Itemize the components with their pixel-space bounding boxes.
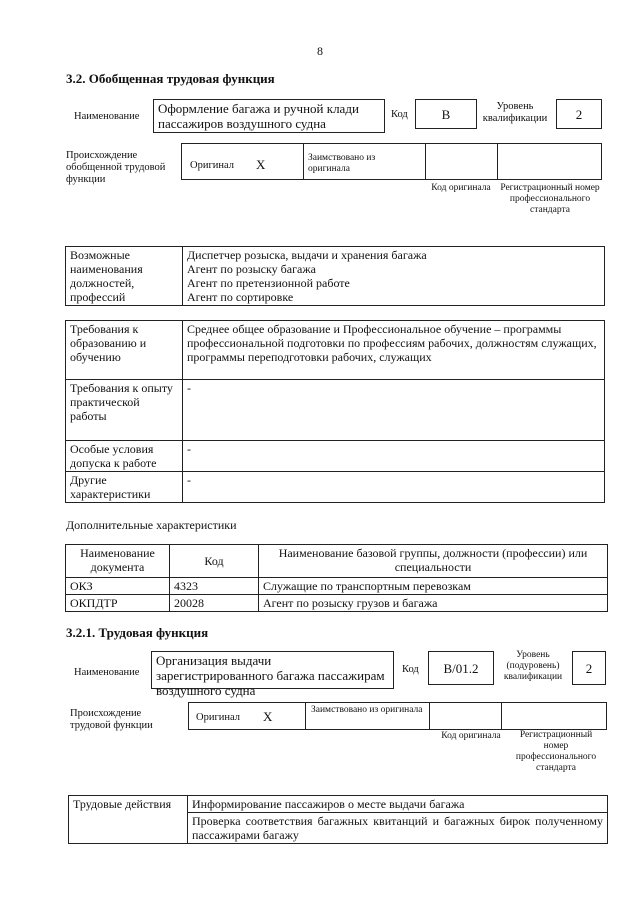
level-value: 2 — [585, 660, 593, 676]
original-mark: X — [263, 709, 273, 724]
table-row — [69, 796, 608, 813]
code-value: В/01.2 — [443, 660, 479, 676]
additional-title: Дополнительные характеристики — [66, 518, 237, 532]
requirements-table — [65, 320, 605, 503]
original-mark: X — [256, 157, 266, 172]
table-cell: Служащие по транспортным перевозкам — [259, 578, 608, 595]
column-header: Код — [170, 545, 259, 578]
origin-label: Происхождение обобщенной трудовой функции — [66, 150, 166, 185]
table-row — [66, 595, 608, 612]
divider — [501, 703, 502, 729]
function-name: Организация выдачи зарегистрированного багажа пассажирам воздушного судна — [156, 653, 385, 698]
labor-actions-label: Трудовые действия — [69, 796, 188, 844]
divider — [303, 144, 304, 179]
requirement-value: Среднее общее образование и Профессиональное обучение – программы профессиональной подготовки по профессиям рабочих, должностям служащих, программы переподготовки рабочих, служащих — [183, 321, 605, 380]
origin-table — [181, 143, 602, 180]
requirement-label: Другие характеристики — [66, 472, 183, 503]
code-box — [415, 99, 477, 129]
level-box — [572, 651, 606, 685]
position-item: Агент по претензионной работе — [187, 276, 350, 290]
table-cell: 4323 — [170, 578, 259, 595]
name-label: Наименование — [74, 667, 140, 678]
code-label: Код — [391, 109, 408, 120]
reg-number-label: Регистрационный номер профессионального стандарта — [515, 730, 597, 773]
requirement-value: - — [183, 472, 605, 503]
code-value: В — [441, 106, 451, 122]
positions-table — [65, 246, 605, 306]
borrowed-label: Заимствовано из оригинала — [308, 153, 376, 174]
page-number-text: 8 — [317, 44, 323, 58]
origin-label: Происхождение трудовой функции — [70, 708, 153, 731]
column-header: Наименование документа — [66, 545, 170, 578]
name-label: Наименование — [74, 111, 140, 122]
table-cell: ОКПДТР — [66, 595, 170, 612]
divider — [429, 703, 430, 729]
level-box — [556, 99, 602, 129]
code-box — [428, 651, 494, 685]
table-cell: 20028 — [170, 595, 259, 612]
section-title: 3.2.1. Трудовая функция — [66, 625, 209, 640]
code-original-label: Код оригинала — [431, 183, 491, 193]
labor-actions-table — [68, 795, 608, 844]
positions-list — [183, 247, 605, 306]
table-row — [66, 441, 605, 472]
original-label: Оригинал — [196, 712, 240, 723]
reg-number-label: Регистрационный номер профессионального стандарта — [500, 183, 600, 215]
requirement-value: - — [183, 441, 605, 472]
table-row — [66, 578, 608, 595]
function-name-box — [153, 99, 385, 133]
level-label: Уровень (подуровень) квалификации — [503, 650, 563, 682]
requirement-value: - — [183, 380, 605, 441]
function-name: Оформление багажа и ручной клади пассажиров воздушного судна — [158, 101, 359, 131]
divider — [305, 703, 306, 729]
table-cell: ОКЗ — [66, 578, 170, 595]
function-name-box — [151, 651, 394, 698]
page-number — [0, 44, 640, 58]
column-header: Наименование базовой группы, должности (профессии) или специальности — [259, 545, 608, 578]
labor-action-item: Информирование пассажиров о месте выдачи багажа — [188, 796, 608, 813]
position-item: Агент по розыску багажа — [187, 262, 316, 276]
labor-action-item: Проверка соответствия багажных квитанций и багажных бирок полученному пассажирами багажу — [188, 813, 608, 844]
borrowed-label: Заимствовано из оригинала — [311, 705, 423, 715]
code-label: Код — [402, 664, 419, 675]
table-row — [66, 472, 605, 503]
level-value: 2 — [575, 106, 583, 122]
requirement-label: Требования к опыту практической работы — [66, 380, 183, 441]
requirement-label: Особые условия допуска к работе — [66, 441, 183, 472]
divider — [425, 144, 426, 179]
code-original-label: Код оригинала — [441, 731, 501, 741]
divider — [497, 144, 498, 179]
table-row — [66, 321, 605, 380]
position-item: Агент по сортировке — [187, 290, 294, 304]
original-label: Оригинал — [190, 160, 234, 171]
table-header-row — [66, 545, 608, 578]
additional-table — [65, 544, 608, 612]
table-row — [66, 380, 605, 441]
position-item: Диспетчер розыска, выдачи и хранения багажа — [187, 248, 427, 262]
level-label: Уровень квалификации — [482, 101, 548, 124]
origin-table — [188, 702, 607, 730]
requirement-label: Требования к образованию и обучению — [66, 321, 183, 380]
positions-label: Возможные наименования должностей, профессий — [66, 247, 183, 306]
section-title: 3.2. Обобщенная трудовая функция — [66, 71, 275, 86]
table-cell: Агент по розыску грузов и багажа — [259, 595, 608, 612]
